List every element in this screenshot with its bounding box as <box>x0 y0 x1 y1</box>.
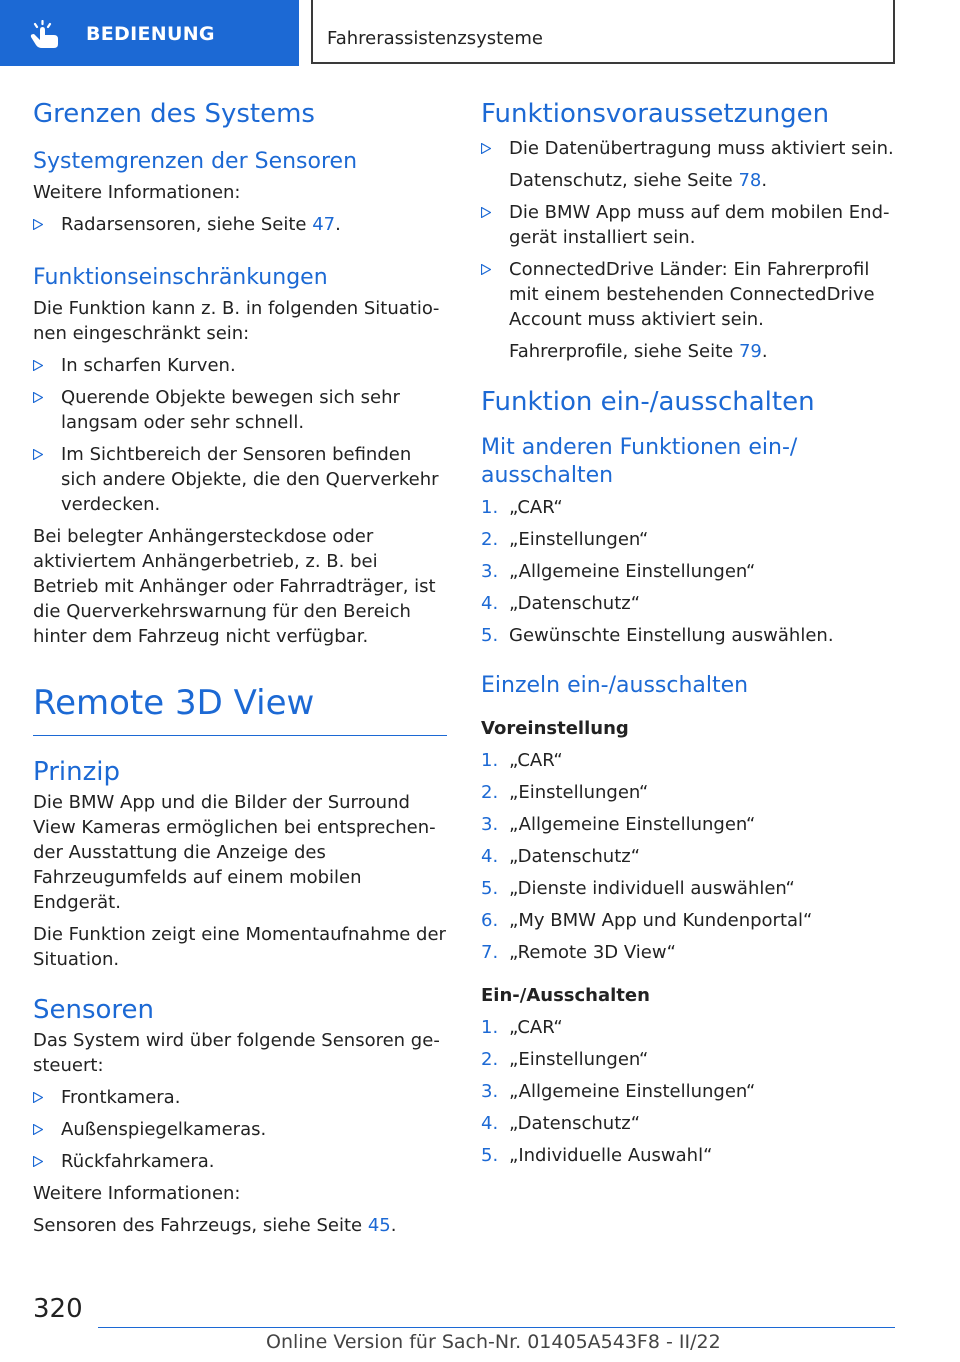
list-item-text: Die BMW App muss auf dem mobilen Endgerät installiert sein. <box>509 202 890 248</box>
weitere-info-label-2: Weitere Informationen: <box>33 1183 241 1204</box>
triangle-bullet-icon <box>33 1092 43 1103</box>
triangle-bullet-icon <box>33 1156 43 1167</box>
left-column <box>33 96 447 1238</box>
list-item <box>481 1047 895 1072</box>
triangle-bullet-icon <box>481 143 491 154</box>
step-number: 7. <box>481 942 499 963</box>
ein-ausschalten-steps <box>481 1015 895 1168</box>
section-label: BEDIENUNG <box>86 23 215 45</box>
sensoren-intro: Das System wird über folgende Sensoren gesteuert: <box>33 1030 440 1076</box>
list-item <box>481 257 895 364</box>
step-number: 4. <box>481 846 499 867</box>
list-item-text: Frontkamera. <box>61 1087 181 1108</box>
heading-einzeln: Einzeln ein-/ausschalten <box>481 673 749 698</box>
list-item <box>33 1117 447 1142</box>
chapter-breadcrumb <box>311 0 895 64</box>
heading-systemgrenzen: Systemgrenzen der Sensoren <box>33 149 358 174</box>
triangle-bullet-icon <box>33 392 43 403</box>
triangle-bullet-icon <box>481 207 491 218</box>
list-item <box>481 812 895 837</box>
list-item <box>481 527 895 552</box>
online-version-text: Online Version für Sach-Nr. 01405A543F8 - II/22 <box>266 1331 721 1353</box>
ein-ausschalten-label: Ein-/Ausschalten <box>481 985 650 1006</box>
list-item <box>481 495 895 520</box>
ref-text: Sensoren des Fahrzeugs, siehe Seite <box>33 1215 368 1236</box>
list-item <box>33 1085 447 1110</box>
step-number: 4. <box>481 1113 499 1134</box>
page-header <box>0 0 960 66</box>
triangle-bullet-icon <box>33 360 43 371</box>
page-link-47[interactable]: 47 <box>312 214 336 235</box>
list-item <box>481 748 895 773</box>
step-number: 4. <box>481 593 499 614</box>
step-number: 6. <box>481 910 499 931</box>
ref-text: Fahrerprofile, siehe Seite <box>509 341 739 362</box>
heading-prinzip: Prinzip <box>33 757 120 787</box>
list-item <box>481 136 895 193</box>
hand-pointer-icon <box>28 20 62 50</box>
heading-mit-anderen: Mit anderen Funktionen ein-/ ausschalten <box>481 435 798 488</box>
step-text: „Datenschutz“ <box>509 846 641 867</box>
sub-ref <box>509 168 895 193</box>
step-number: 5. <box>481 878 499 899</box>
step-text: „Einstellungen“ <box>509 529 649 550</box>
step-number: 3. <box>481 1081 499 1102</box>
triangle-bullet-icon <box>33 449 43 460</box>
list-item <box>33 353 447 378</box>
list-item-text: Rückfahrkamera. <box>61 1151 215 1172</box>
ref-text: Datenschutz, siehe Seite <box>509 170 739 191</box>
step-number: 2. <box>481 1049 499 1070</box>
list-item <box>33 1149 447 1174</box>
voraussetzungen-list <box>481 136 895 364</box>
list-item-text: ConnectedDrive Länder: Ein Fahrerprofil mit einem bestehenden ConnectedDrive Account muss aktiviert sein. <box>509 259 875 330</box>
page-link-79[interactable]: 79 <box>738 341 762 362</box>
step-number: 3. <box>481 561 499 582</box>
step-number: 3. <box>481 814 499 835</box>
einschraenkungen-list <box>33 353 447 517</box>
step-text: „CAR“ <box>509 750 563 771</box>
right-column <box>481 96 895 1168</box>
step-text: „Dienste individuell auswählen“ <box>509 878 795 899</box>
list-item <box>481 623 895 648</box>
list-item <box>33 212 447 237</box>
step-number: 2. <box>481 529 499 550</box>
sensoren-fahrzeug-ref <box>33 1213 447 1238</box>
list-item <box>481 1079 895 1104</box>
heading-einschraenkungen: Funktionseinschränkungen <box>33 265 328 290</box>
prinzip-paragraph-1: Die BMW App und die Bilder der Surround View Kameras ermöglichen bei entsprechender Ausstattung die Anzeige des Fahrzeugumfelds auf einem mobilen Endgerät. <box>33 792 436 913</box>
list-item <box>33 385 447 435</box>
triangle-bullet-icon <box>481 264 491 275</box>
voreinstellung-label: Voreinstellung <box>481 718 629 739</box>
step-text: „Datenschutz“ <box>509 593 641 614</box>
list-item <box>481 876 895 901</box>
voreinstellung-steps <box>481 748 895 965</box>
list-item <box>481 780 895 805</box>
punct: . <box>761 341 768 362</box>
prinzip-paragraph-2: Die Funktion zeigt eine Momentaufnahme der Situation. <box>33 924 446 970</box>
page-link-45[interactable]: 45 <box>367 1215 391 1236</box>
weitere-info-label: Weitere Informationen: <box>33 182 241 203</box>
step-text: „Individuelle Auswahl“ <box>509 1145 713 1166</box>
triangle-bullet-icon <box>33 1124 43 1135</box>
step-number: 2. <box>481 782 499 803</box>
step-number: 1. <box>481 750 499 771</box>
list-item <box>481 1111 895 1136</box>
list-item <box>481 940 895 965</box>
list-item <box>33 442 447 517</box>
step-text: „CAR“ <box>509 497 563 518</box>
step-text: „Datenschutz“ <box>509 1113 641 1134</box>
radar-text: Radarsensoren, siehe Seite <box>61 214 313 235</box>
heading-voraussetzungen: Funktionsvoraussetzungen <box>481 99 830 129</box>
step-text: „Allgemeine Einstellungen“ <box>509 561 756 582</box>
list-item <box>481 1015 895 1040</box>
step-text: „CAR“ <box>509 1017 563 1038</box>
step-text: „Einstellungen“ <box>509 1049 649 1070</box>
step-text: Gewünschte Einstellung auswählen. <box>509 625 834 646</box>
list-item-text: Im Sichtbereich der Sensoren befinden sich andere Objekte, die den Querverkehr verdecken. <box>61 444 439 515</box>
step-number: 1. <box>481 497 499 518</box>
list-item <box>481 1143 895 1168</box>
step-text: „Allgemeine Einstellungen“ <box>509 814 756 835</box>
heading-ein-ausschalten: Funktion ein-/ausschalten <box>481 387 815 417</box>
step-text: „Remote 3D View“ <box>509 942 676 963</box>
sub-ref <box>509 339 895 364</box>
anhaenger-paragraph: Bei belegter Anhängersteckdose oder aktiviertem Anhängerbetrieb, z. B. bei Betrieb mit Anhänger oder Fahrradträger, ist die Querverkehrswarnung für den Bereich hinter dem Fahrzeug nicht verfügbar. <box>33 526 436 647</box>
section-tab[interactable] <box>0 0 299 66</box>
list-item <box>481 200 895 250</box>
punct: . <box>761 170 768 191</box>
step-number: 5. <box>481 1145 499 1166</box>
radar-list <box>33 212 447 237</box>
step-number: 1. <box>481 1017 499 1038</box>
heading-remote-3d-view: Remote 3D View <box>33 683 315 723</box>
footer-rule <box>98 1327 895 1328</box>
mit-anderen-steps <box>481 495 895 648</box>
heading-rule <box>33 735 447 736</box>
triangle-bullet-icon <box>33 219 43 230</box>
step-text: „Einstellungen“ <box>509 782 649 803</box>
step-number: 5. <box>481 625 499 646</box>
list-item <box>481 559 895 584</box>
heading-sensoren: Sensoren <box>33 995 155 1025</box>
list-item-text: Außenspiegelkameras. <box>61 1119 267 1140</box>
list-item <box>481 844 895 869</box>
einschraenkungen-intro: Die Funktion kann z. B. in folgenden Situationen eingeschränkt sein: <box>33 298 440 344</box>
list-item-text: Querende Objekte bewegen sich sehr langsam oder sehr schnell. <box>61 387 400 433</box>
page-number: 320 <box>33 1294 83 1324</box>
list-item <box>481 591 895 616</box>
punct: . <box>335 214 341 235</box>
punct: . <box>390 1215 397 1236</box>
sensoren-list <box>33 1085 447 1174</box>
list-item-text: In scharfen Kurven. <box>61 355 236 376</box>
page-link-78[interactable]: 78 <box>738 170 762 191</box>
list-item <box>481 908 895 933</box>
list-item-text: Die Datenübertragung muss aktiviert sein. <box>509 138 894 159</box>
step-text: „Allgemeine Einstellungen“ <box>509 1081 756 1102</box>
step-text: „My BMW App und Kundenportal“ <box>509 910 813 931</box>
heading-grenzen: Grenzen des Systems <box>33 99 315 129</box>
chapter-label: Fahrerassistenzsysteme <box>327 28 543 49</box>
